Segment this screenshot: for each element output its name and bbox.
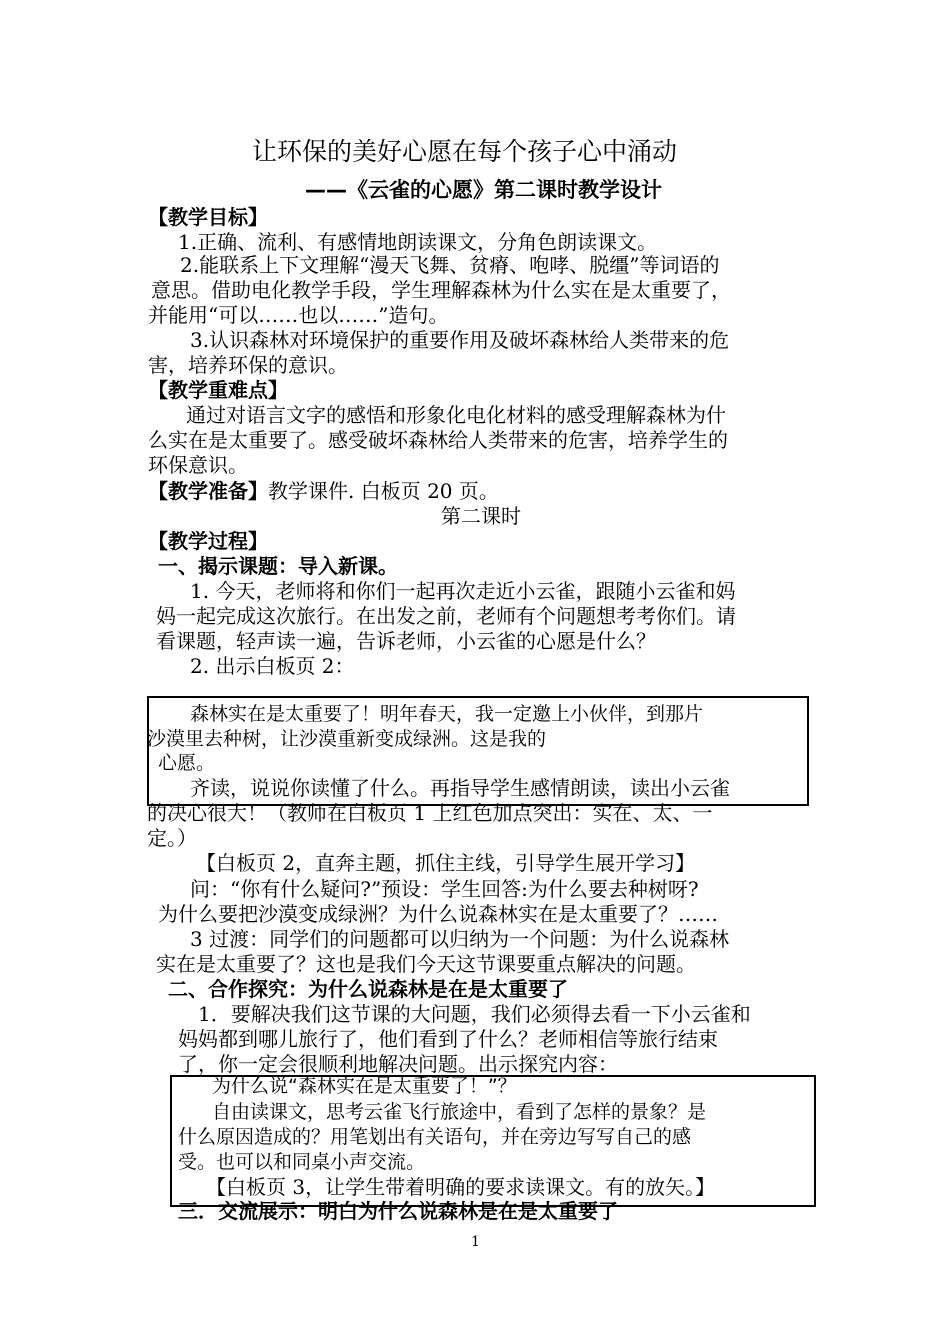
section2-heading: 二、合作探究：为什么说森林是在是太重要了 [168, 977, 568, 1001]
box1-line: 沙漠里去种树，让沙漠重新变成绿洲。这是我的 [147, 728, 547, 750]
box1-line: 齐读，说说你读懂了什么。再指导学生感情朗读，读出小云雀 [190, 776, 730, 800]
section1-cont-line: 为什么要把沙漠变成绿洲？为什么说森林实在是太重要了？…… [158, 902, 718, 926]
goals-line: 1.正确、流利、有感情地朗读课文，分角色朗读课文。 [178, 230, 658, 254]
page-subtitle: ——《云雀的心愿》第二课时教学设计 [305, 178, 662, 202]
section1-line: 看课题，轻声读一遍，告诉老师，小云雀的心愿是什么？ [156, 629, 656, 653]
keypoints-line: 环保意识。 [148, 453, 248, 477]
section3-heading: 三．交流展示：明白为什么说森林是在是太重要了 [178, 1199, 618, 1223]
goals-line: 害，培养环保的意识。 [148, 353, 348, 377]
box2-line: 自由读课文，思考云雀飞行旅途中，看到了怎样的景象？是 [212, 1101, 707, 1123]
box1-line: 心愿。 [158, 752, 216, 774]
box2-line: 【白板页 3，让学生带着明确的要求读课文。有的放矢。】 [206, 1175, 716, 1199]
section1-cont-line: 【白板页 2，直奔主题，抓住主线，引导学生展开学习】 [196, 851, 696, 875]
prep-heading: 【教学准备】 [148, 479, 268, 503]
goals-heading: 【教学目标】 [148, 205, 268, 229]
section2-line: 妈妈都到哪儿旅行了，他们看到了什么？老师相信等旅行结束 [178, 1027, 718, 1051]
section1-cont-line: 3 过渡：同学们的问题都可以归纳为一个问题：为什么说森林 [190, 927, 730, 951]
box1-line: 定。） [147, 826, 197, 850]
goals-line: 并能用“可以……也以……”造句。 [148, 303, 449, 327]
section1-cont-line: 实在是太重要了？这也是我们今天这节课要重点解决的问题。 [156, 952, 696, 976]
process-heading: 【教学过程】 [148, 529, 268, 553]
box2-line: 受。也可以和同桌小声交流。 [178, 1151, 426, 1173]
prep-line [148, 477, 499, 505]
keypoints-line: 通过对语言文字的感悟和形象化电化材料的感受理解森林为什 [186, 403, 726, 427]
goals-line: 意思。借助电化教学手段，学生理解森林为什么实在是太重要了， [151, 278, 731, 302]
box2-line: 什么原因造成的？用笔划出有关语句，并在旁边写写自己的感 [178, 1126, 692, 1148]
prep-text: 教学课件. 白板页 20 页。 [268, 479, 499, 503]
goals-line: 2.能联系上下文理解“漫天飞舞、贫瘠、咆哮、脱缰”等词语的 [180, 253, 720, 277]
section1-line: 1. 今天，老师将和你们一起再次走近小云雀，跟随小云雀和妈 [190, 579, 736, 603]
section2-line: 了，你一定会很顺利地解决问题。出示探究内容： [178, 1052, 618, 1076]
keypoints-line: 么实在是太重要了。感受破坏森林给人类带来的危害，培养学生的 [148, 428, 728, 452]
section1-line: 妈一起完成这次旅行。在出发之前，老师有个问题想考考你们。请 [156, 604, 736, 628]
keypoints-heading: 【教学重难点】 [148, 378, 288, 402]
section1-line: 2. 出示白板页 2： [190, 654, 355, 678]
box1-line: 的决心很大！（教师在白板页 1 上红色加点突出：实在、太、一 [147, 801, 713, 825]
page-title: 让环保的美好心愿在每个孩子心中涌动 [252, 137, 678, 166]
box2-line: 为什么说“森林实在是太重要了！”？ [212, 1075, 517, 1097]
section1-cont-line: 问：“你有什么疑问?”预设：学生回答:为什么要去种树呀? [190, 877, 699, 901]
section2-line: 1．要解决我们这节课的大问题，我们必须得去看一下小云雀和 [198, 1002, 751, 1026]
page-number: 1 [471, 1234, 480, 1250]
goals-line: 3.认识森林对环境保护的重要作用及破坏森林给人类带来的危 [190, 328, 730, 352]
box1-line: 森林实在是太重要了！明年春天，我一定邀上小伙伴，到那片 [190, 703, 704, 725]
section1-heading: 一、揭示课题：导入新课。 [158, 554, 398, 578]
lesson-label: 第二课时 [441, 504, 521, 528]
